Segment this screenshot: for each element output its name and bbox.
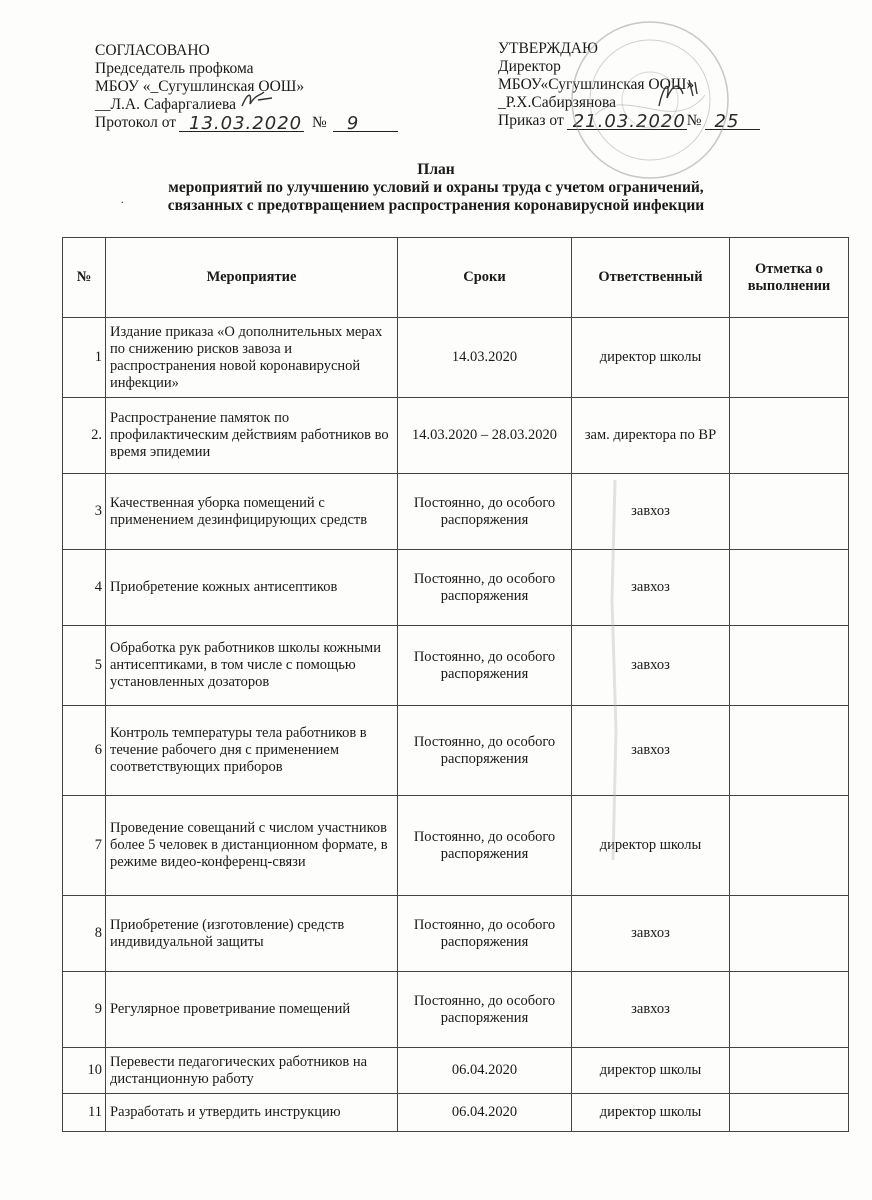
header-num: № <box>63 238 106 318</box>
row-number: 1 <box>63 318 106 398</box>
row-mark <box>730 1048 849 1094</box>
signer-name-left: __Л.А. Сафаргалиева <box>95 96 236 113</box>
table-row <box>63 550 849 626</box>
row-mark <box>730 896 849 972</box>
plan-subtitle-line2: связанных с предотвращением распространения коронавирусной инфекции <box>167 197 705 214</box>
row-event: Распространение памяток по профилактическим действиям работников во время эпидемии <box>106 398 398 474</box>
approval-block-left <box>95 42 425 132</box>
row-responsible: завхоз <box>572 626 730 706</box>
order-number: 25 <box>714 111 740 132</box>
row-event: Проведение совещаний с числом участников более 5 человек в дистанционном формате, в режиме видео-конференц-связи <box>106 796 398 896</box>
row-number: 2. <box>63 398 106 474</box>
row-term: Постоянно, до особого распоряжения <box>398 972 572 1048</box>
signer-row-right <box>498 94 798 112</box>
protocol-number: 9 <box>346 113 360 134</box>
plan-subtitle-line1: мероприятий по улучшению условий и охраны труда с учетом ограничений, <box>168 179 704 196</box>
order-number-label: № <box>686 112 702 129</box>
approval-position-right: Директор <box>498 58 561 75</box>
approval-heading-right: УТВЕРЖДАЮ <box>498 40 598 57</box>
protocol-number-field <box>333 114 398 132</box>
table-row <box>63 896 849 972</box>
signature-right-icon <box>619 94 709 112</box>
table-row <box>63 626 849 706</box>
table-header-row <box>63 238 849 318</box>
table-body <box>63 318 849 1132</box>
row-event: Контроль температуры тела работников в течение рабочего дня с применением соответствующих приборов <box>106 706 398 796</box>
row-number: 8 <box>63 896 106 972</box>
row-responsible: завхоз <box>572 550 730 626</box>
approval-organization-left: МБОУ «_Сугушлинская ООШ» <box>95 78 305 95</box>
row-event: Обработка рук работников школы кожными антисептиками, в том числе с помощью установленных дозаторов <box>106 626 398 706</box>
row-responsible: зам. директора по ВР <box>572 398 730 474</box>
row-term: 14.03.2020 <box>398 318 572 398</box>
row-mark <box>730 972 849 1048</box>
table-row <box>63 972 849 1048</box>
row-number: 3 <box>63 474 106 550</box>
order-date-field <box>567 112 687 130</box>
row-responsible: директор школы <box>572 1048 730 1094</box>
row-term: Постоянно, до особого распоряжения <box>398 706 572 796</box>
row-event: Перевести педагогических работников на дистанционную работу <box>106 1048 398 1094</box>
row-term: 06.04.2020 <box>398 1048 572 1094</box>
table-row <box>63 1048 849 1094</box>
protocol-date-field <box>179 114 304 132</box>
row-mark <box>730 706 849 796</box>
row-mark <box>730 1094 849 1132</box>
order-number-field <box>705 112 760 130</box>
row-event: Качественная уборка помещений с применением дезинфицирующих средств <box>106 474 398 550</box>
plan-title: План <box>417 161 455 178</box>
table-row <box>63 796 849 896</box>
protocol-row <box>95 114 425 132</box>
signature-left-icon <box>236 96 276 114</box>
row-responsible: завхоз <box>572 474 730 550</box>
row-mark <box>730 318 849 398</box>
table-row <box>63 398 849 474</box>
header-term: Сроки <box>398 238 572 318</box>
row-number: 5 <box>63 626 106 706</box>
approval-heading-left: СОГЛАСОВАНО <box>95 42 210 59</box>
header-mark: Отметка о выполнении <box>730 238 849 318</box>
row-term: Постоянно, до особого распоряжения <box>398 550 572 626</box>
row-responsible: завхоз <box>572 896 730 972</box>
approval-organization-right: МБОУ«Сугушлинская ООШ» <box>498 76 695 93</box>
row-number: 7 <box>63 796 106 896</box>
row-number: 6 <box>63 706 106 796</box>
header-responsible: Ответственный <box>572 238 730 318</box>
row-term: Постоянно, до особого распоряжения <box>398 474 572 550</box>
protocol-date: 13.03.2020 <box>189 113 303 134</box>
approval-block-right <box>498 40 798 130</box>
protocol-label: Протокол от <box>95 114 177 131</box>
plan-table <box>62 237 849 1132</box>
row-mark <box>730 474 849 550</box>
row-responsible: директор школы <box>572 1094 730 1132</box>
row-mark <box>730 550 849 626</box>
row-term: Постоянно, до особого распоряжения <box>398 796 572 896</box>
row-event: Издание приказа «О дополнительных мерах по снижению рисков завоза и распространения новой коронавирусной инфекции» <box>106 318 398 398</box>
row-responsible: директор школы <box>572 318 730 398</box>
row-event: Регулярное проветривание помещений <box>106 972 398 1048</box>
row-event: Приобретение (изготовление) средств индивидуальной защиты <box>106 896 398 972</box>
row-responsible: завхоз <box>572 972 730 1048</box>
row-mark <box>730 626 849 706</box>
row-number: 4 <box>63 550 106 626</box>
row-mark <box>730 796 849 896</box>
row-responsible: директор школы <box>572 796 730 896</box>
row-term: Постоянно, до особого распоряжения <box>398 626 572 706</box>
table-row <box>63 318 849 398</box>
protocol-number-label: № <box>312 114 327 131</box>
signer-row-left <box>95 96 425 114</box>
row-number: 9 <box>63 972 106 1048</box>
order-date: 21.03.2020 <box>572 111 686 132</box>
signer-name-right: _Р.Х.Сабирзянова <box>498 94 617 111</box>
row-term: 06.04.2020 <box>398 1094 572 1132</box>
approval-position-left: Председатель профкома <box>95 60 254 77</box>
order-label: Приказ от <box>498 112 564 129</box>
table-row <box>63 1094 849 1132</box>
row-term: 14.03.2020 – 28.03.2020 <box>398 398 572 474</box>
row-responsible: завхоз <box>572 706 730 796</box>
table-row <box>63 474 849 550</box>
row-event: Разработать и утвердить инструкцию <box>106 1094 398 1132</box>
row-number: 10 <box>63 1048 106 1094</box>
row-term: Постоянно, до особого распоряжения <box>398 896 572 972</box>
row-number: 11 <box>63 1094 106 1132</box>
row-event: Приобретение кожных антисептиков <box>106 550 398 626</box>
stray-dot: . <box>121 195 124 206</box>
order-row <box>498 112 798 130</box>
header-event: Мероприятие <box>106 238 398 318</box>
row-mark <box>730 398 849 474</box>
table-row <box>63 706 849 796</box>
